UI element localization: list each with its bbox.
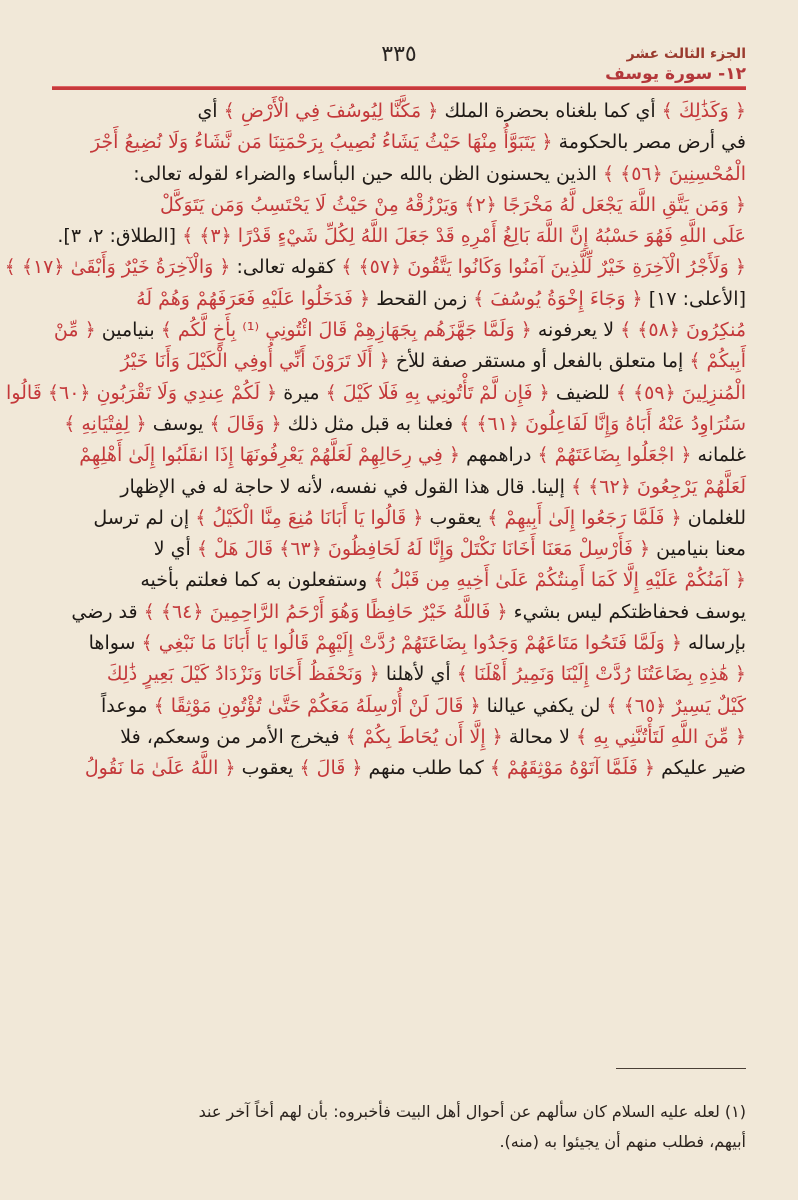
text-line — [4, 252, 746, 283]
quran-text: ﴿ وَلَأَجْرُ الْآخِرَةِ خَيْرٌ لِّلَّذِينَ آمَنُوا وَكَانُوا يَتَّقُونَ ﴿٥٧﴾ ﴾ — [341, 256, 746, 279]
text-line — [52, 503, 746, 534]
commentary-text: كقوله تعالى: — [230, 256, 342, 279]
commentary-text: [الأعلى: ١٧] — [642, 287, 746, 310]
commentary-text: كما طلب منهم — [362, 757, 490, 780]
quran-text: ﴿ لِفِتْيَانِهِ ﴾ — [64, 412, 147, 435]
commentary-text: إن لم ترسل — [93, 506, 196, 529]
commentary-text: وستفعلون به كما فعلتم بأخيه — [140, 569, 374, 592]
footnote-line: أبيهم، فطلب منهم أن يجيئوا به (منه). — [499, 1132, 746, 1151]
text-line — [52, 127, 746, 158]
footnote — [60, 1097, 746, 1157]
quran-text: ﴿ قَالَ ﴾ — [299, 757, 363, 780]
quran-text: أَبِيكُمْ ﴾ — [689, 350, 746, 373]
text-line — [52, 284, 746, 315]
commentary-text: معنا بنيامين — [650, 538, 746, 561]
header-rule — [52, 86, 746, 90]
quran-text: ﴿ مِّنَ اللَّهِ لَتَأْتُنَّنِي بِهِ ﴾ — [575, 725, 746, 748]
quran-text: ﴿ وَلَمَّا فَتَحُوا مَتَاعَهُمْ وَجَدُوا بِضَاعَتَهُمْ رُدَّتْ إِلَيْهِمْ قَالُوا يَا أَبَانَا مَا نَبْغِي ﴾ — [141, 632, 683, 655]
commentary-text: لا محالة — [502, 725, 576, 748]
commentary-text: ميرة — [277, 381, 326, 404]
text-line — [52, 534, 746, 565]
footnote-line: (١) لعله عليه السلام كان سألهم عن أحوال أهل البيت فأخبروه: بأن لهم أخاً آخر عند — [198, 1102, 746, 1121]
commentary-text: يعقوب — [235, 757, 300, 780]
commentary-text: أي لأهلنا — [379, 663, 457, 686]
text-line — [52, 346, 746, 377]
commentary-text: بإرساله — [682, 632, 746, 655]
commentary-text: للضيف — [549, 381, 616, 404]
commentary-text: أي — [197, 100, 224, 122]
text-line — [52, 190, 746, 221]
text-line — [52, 628, 746, 659]
surah-label: ١٢- سورة يوسف — [605, 64, 746, 84]
commentary-text: بنيامين — [95, 319, 161, 342]
quran-text: ﴿ فَاللَّهُ خَيْرٌ حَافِظًا وَهُوَ أَرْحَمُ الرَّاحِمِينَ ﴿٦٤﴾ ﴾ — [143, 600, 508, 623]
quran-text: ﴿ يَتَبَوَّأُ مِنْهَا حَيْثُ يَشَاءُ نُصِيبُ بِرَحْمَتِنَا مَن نَّشَاءُ وَلَا نُضِيعُ أَجْرَ — [90, 131, 553, 154]
page-header — [52, 38, 746, 84]
quran-text: ﴿ وَقَالَ ﴾ — [209, 412, 282, 435]
quran-text: ﴿ وَالْآخِرَةُ خَيْرٌ وَأَبْقَىٰ ﴿١٧﴾ ﴾ — [4, 256, 231, 279]
quran-text: ﴿ آمَنُكُمْ عَلَيْهِ إِلَّا كَمَا أَمِنتُكُمْ عَلَىٰ أَخِيهِ مِن قَبْلُ ﴾ — [373, 569, 746, 592]
part-label: الجزء الثالث عشر — [626, 46, 746, 62]
quran-text: ﴿ وَجَاءَ إِخْوَةُ يُوسُفَ ﴾ — [473, 287, 643, 310]
quran-text: ﴿ فَأَرْسِلْ مَعَنَا أَخَانَا نَكْتَلْ وَإِنَّا لَهُ لَحَافِظُونَ ﴿٦٣﴾ قَالَ هَلْ ﴾ — [196, 538, 651, 561]
commentary-text: إلينا. قال هذا القول في نفسه، لأنه لا حاجة له في الإظهار — [120, 475, 571, 498]
text-line — [52, 315, 746, 346]
text-line — [52, 96, 746, 127]
commentary-text: يوسف — [146, 412, 210, 435]
commentary-text: الذين يحسنون الظن بالله حين البأساء والضراء لقوله تعالى: — [133, 162, 603, 185]
commentary-text: إما متعلق بالفعل أو مستقر صفة للأخ — [389, 350, 690, 373]
text-line — [52, 597, 746, 628]
commentary-text: قد رضي — [71, 600, 144, 623]
quran-text: ﴿ فِي رِحَالِهِمْ لَعَلَّهُمْ يَعْرِفُونَهَا إِذَا انقَلَبُوا إِلَىٰ أَهْلِهِمْ — [79, 444, 461, 467]
text-line — [52, 440, 746, 471]
quran-text: ﴿ فَإِن لَّمْ تَأْتُونِي بِهِ فَلَا كَيْلَ ﴾ — [325, 381, 550, 404]
quran-text: ﴿ اجْعَلُوا بِضَاعَتَهُمْ ﴾ — [537, 444, 692, 467]
text-line — [52, 221, 746, 252]
quran-text: ﴿ مَكَّنَّا لِيُوسُفَ فِي الْأَرْضِ ﴾ — [223, 100, 439, 122]
quran-text: ﴿ وَلَمَّا جَهَّزَهُم بِجَهَازِهِمْ قَالَ ائْتُونِي ⁽¹⁾ بِأَخٍ لَّكُم ﴾ — [160, 319, 532, 342]
commentary-text: فيخرج الأمر من وسعكم، فلا — [120, 725, 346, 748]
quran-text: ﴿ مِّنْ — [53, 319, 96, 342]
commentary-text: لن يكفي عيالنا — [480, 694, 607, 717]
commentary-text: زمن القحط — [370, 287, 474, 310]
commentary-text: أي لا — [153, 538, 197, 561]
quran-text: ﴿ وَمَن يَتَّقِ اللَّهَ يَجْعَل لَّهُ مَخْرَجًا ﴿٢﴾ وَيَرْزُقْهُ مِنْ حَيْثُ لَا يَحْتَسِبُ وَمَن يَتَوَكَّلْ — [160, 193, 746, 216]
commentary-text: أي كما بلغناه بحضرة الملك — [438, 100, 662, 122]
commentary-text: ضير عليكم — [655, 757, 746, 780]
commentary-text: فعلنا به قبل مثل ذلك — [281, 412, 460, 435]
commentary-text: في أرض مصر بالحكومة — [552, 131, 746, 154]
text-line — [52, 159, 746, 190]
page-number: ٣٣٥ — [381, 42, 417, 67]
commentary-text: للغلمان — [681, 506, 746, 529]
commentary-text: يوسف فحفاظتكم ليس بشيء — [507, 600, 746, 623]
quran-text: الْمُحْسِنِينَ ﴿٥٦﴾ ﴾ — [602, 162, 746, 185]
quran-text: ﴿ أَلَا تَرَوْنَ أَنِّي أُوفِي الْكَيْلَ وَأَنَا خَيْرُ — [120, 350, 390, 373]
quran-text: ﴿ فَدَخَلُوا عَلَيْهِ فَعَرَفَهُمْ وَهُمْ لَهُ — [136, 287, 371, 310]
text-line — [52, 659, 746, 690]
quran-text: كَيْلٌ يَسِيرٌ ﴿٦٥﴾ ﴾ — [606, 694, 746, 717]
quran-text: ﴿ وَكَذَٰلِكَ ﴾ — [661, 100, 746, 122]
quran-text: ﴿ قَالُوا يَا أَبَانَا مُنِعَ مِنَّا الْكَيْلُ ﴾ — [195, 506, 424, 529]
quran-text: ﴿ لَكُمْ عِندِي وَلَا تَقْرَبُونِ ﴿٦٠﴾ قَالُوا — [6, 381, 278, 404]
commentary-text: موعداً — [100, 694, 154, 717]
quran-text: ﴿ فَلَمَّا رَجَعُوا إِلَىٰ أَبِيهِمْ ﴾ — [487, 506, 682, 529]
commentary-text: يعقوب — [423, 506, 488, 529]
text-line — [6, 378, 746, 409]
footnote-separator — [616, 1068, 746, 1069]
text-line — [52, 409, 746, 440]
quran-text: ﴿ إِلَّا أَن يُحَاطَ بِكُمْ ﴾ — [345, 725, 503, 748]
quran-text: لَعَلَّهُمْ يَرْجِعُونَ ﴿٦٢﴾ ﴾ — [570, 475, 746, 498]
quran-text: ﴿ هَٰذِهِ بِضَاعَتُنَا رُدَّتْ إِلَيْنَا وَنَمِيرُ أَهْلَنَا ﴾ — [456, 663, 746, 686]
commentary-text: [الطلاق: ٢، ٣]. — [57, 225, 183, 248]
commentary-text: غلمانه — [691, 444, 746, 467]
quran-text: عَلَى اللَّهِ فَهُوَ حَسْبُهُ إِنَّ اللَّهَ بَالِغُ أَمْرِهِ قَدْ جَعَلَ اللَّهُ لِكُلِّ شَيْءٍ قَدْرًا ﴿٣﴾ ﴾ — [182, 225, 746, 248]
commentary-text: لا يعرفونه — [531, 319, 621, 342]
commentary-text: سواها — [88, 632, 142, 655]
commentary-text: دراهمهم — [460, 444, 538, 467]
text-line — [52, 472, 746, 503]
text-line — [52, 565, 746, 596]
text-line — [52, 753, 746, 784]
quran-text: الْمُنزِلِينَ ﴿٥٩﴾ ﴾ — [615, 381, 746, 404]
quran-text: ﴿ فَلَمَّا آتَوْهُ مَوْثِقَهُمْ ﴾ — [489, 757, 656, 780]
page-body — [4, 96, 746, 1056]
quran-text: مُنكِرُونَ ﴿٥٨﴾ ﴾ — [620, 319, 746, 342]
text-line — [52, 722, 746, 753]
quran-text: ﴿ وَنَحْفَظُ أَخَانَا وَنَزْدَادُ كَيْلَ بَعِيرٍ ذَٰلِكَ — [106, 663, 380, 686]
text-line — [52, 691, 746, 722]
quran-text: ﴿ اللَّهُ عَلَىٰ مَا نَقُولُ — [84, 757, 236, 780]
quran-text: سَنُرَاوِدُ عَنْهُ أَبَاهُ وَإِنَّا لَفَاعِلُونَ ﴿٦١﴾ ﴾ — [459, 412, 746, 435]
quran-text: ﴿ قَالَ لَنْ أُرْسِلَهُ مَعَكُمْ حَتَّىٰ تُؤْتُونِ مَوْثِقًا ﴾ — [153, 694, 481, 717]
